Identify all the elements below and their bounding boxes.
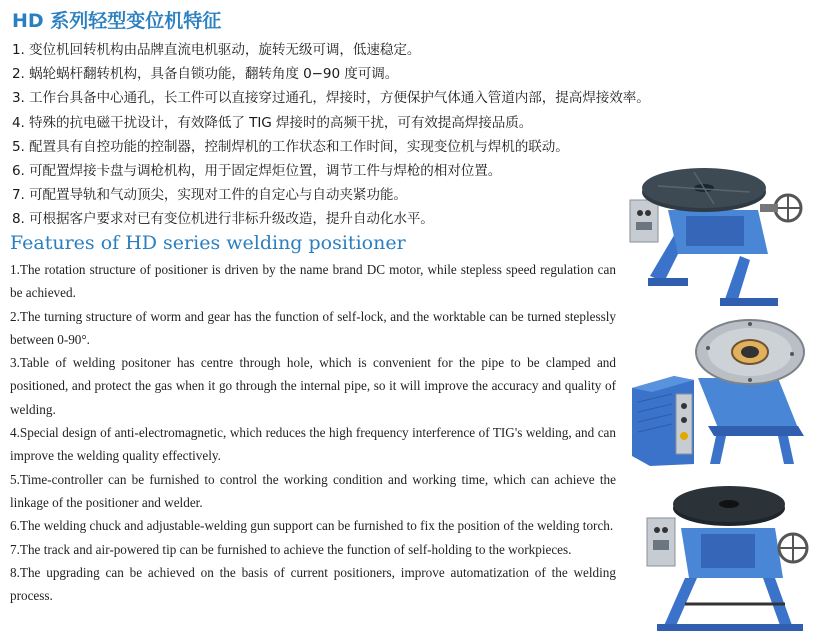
en-feature-item: 8.The upgrading can be achieved on the basis of current positioners, improve automatization of the welding process. <box>10 564 616 604</box>
cn-feature-item: 3. 工作台具备中心通孔，长工件可以直接穿过通孔，焊接时，方便保护气体通入管道内部，提高焊接效率。 <box>12 90 650 107</box>
welding-positioner-icon <box>645 478 815 633</box>
cn-feature-item: 5. 配置具有自控功能的控制器，控制焊机的工作状态和工作时间，实现变位机与焊机的联动。 <box>12 138 569 155</box>
welding-positioner-icon <box>628 158 808 308</box>
en-section-title: Features of HD series welding positioner <box>10 232 406 254</box>
positioner-image-3 <box>645 478 815 633</box>
en-feature-item: 4.Special design of anti-electromagnetic, which reduces the high frequency interference of TIG's welding, and can improve the welding quality effectively. <box>10 425 616 464</box>
en-feature-item: 7.The track and air-powered tip can be furnished to achieve the function of self-holding to the workpieces. <box>10 541 572 557</box>
en-feature-item: 1.The rotation structure of positioner is driven by the name brand DC motor, while stepless speed regulation can be achieved. <box>10 262 616 301</box>
cn-feature-item: 4. 特殊的抗电磁干扰设计，有效降低了 TIG 焊接时的高频干扰，可有效提高焊接品质。 <box>12 114 533 131</box>
cn-feature-item: 7. 可配置导轨和气动顶尖，实现对工件的自定心与自动夹紧功能。 <box>12 187 407 204</box>
en-feature-item: 6.The welding chuck and adjustable-welding gun support can be furnished to fix the position of the welding torch. <box>10 518 614 534</box>
cn-section-title: HD 系列轻型变位机特征 <box>12 10 222 32</box>
positioner-image-1 <box>628 158 808 308</box>
cn-feature-item: 1. 变位机回转机构由品牌直流电机驱动，旋转无级可调，低速稳定。 <box>12 42 421 58</box>
cn-feature-list <box>12 38 650 232</box>
en-feature-item: 5.Time-controller can be furnished to control the working condition and working time, which can achieve the linkage of the positioner and welder. <box>10 471 616 510</box>
cn-feature-item: 8. 可根据客户要求对已有变位机进行非标升级改造，提升自动化水平。 <box>12 211 434 228</box>
en-feature-list <box>10 258 616 607</box>
welding-positioner-icon <box>628 318 808 468</box>
cn-feature-item: 6. 可配置焊接卡盘与调枪机构，用于固定焊炬位置，调节工件与焊枪的相对位置。 <box>12 163 502 180</box>
cn-feature-item: 2. 蜗轮蜗杆翻转机构，具备自锁功能，翻转角度 0−90 度可调。 <box>12 66 399 83</box>
en-feature-item: 3.Table of welding positoner has centre through hole, which is convenient for the pipe to be clamped and positioned, and protect the gas when it go through the internal pipe, so it will improve the accuracy and quality of welding. <box>10 355 616 417</box>
positioner-image-2 <box>628 318 808 468</box>
en-feature-item: 2.The turning structure of worm and gear has the function of self-lock, and the worktable can be turned steplessly between 0-90°. <box>10 308 616 347</box>
